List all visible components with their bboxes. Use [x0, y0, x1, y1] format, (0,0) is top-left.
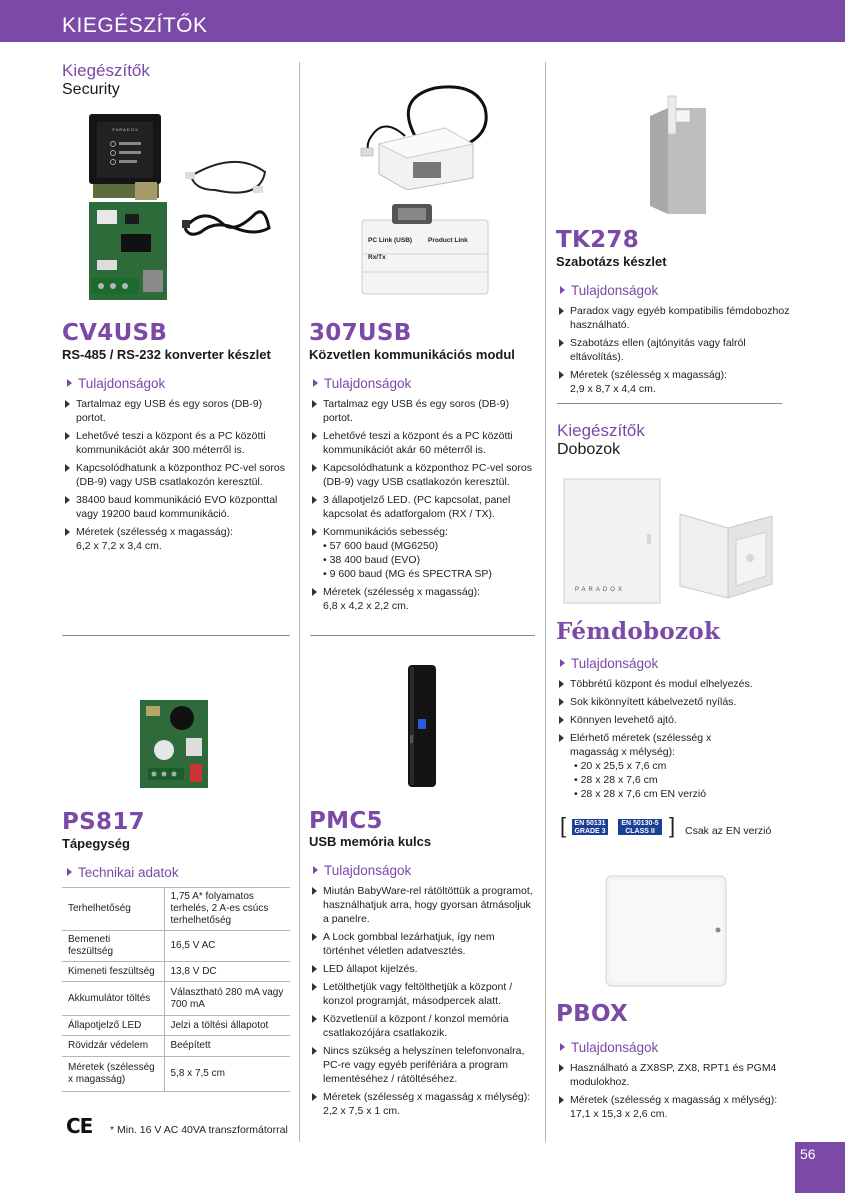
- svg-text:P A R A D O X: P A R A D O X: [112, 127, 138, 132]
- ps817-product-name: PS817: [62, 809, 145, 835]
- badge-bottom-text: CLASS II: [625, 828, 655, 835]
- en-50131-grade3-badge: [572, 819, 608, 835]
- pmc5-feature-list: [311, 884, 533, 1122]
- list-item: Lehetővé teszi a központ és a PC közötti kommunikációt akár 300 méterről is.: [64, 429, 294, 457]
- 307usb-product-desc: Közvetlen kommunikációs modul: [309, 347, 515, 362]
- spec-label: Állapotjelző LED: [62, 1016, 164, 1036]
- cv4usb-product-name: CV4USB: [62, 320, 168, 346]
- ps817-footnote: * Min. 16 V AC 40VA transzformátorral: [110, 1124, 288, 1136]
- list-item: Méretek (szélesség x magasság): 2,9 x 8,7 x 4,4 cm.: [558, 368, 738, 396]
- box-brand-label: PARADOX: [575, 587, 625, 593]
- size-list: [570, 759, 790, 801]
- list-item: Lehetővé teszi a központ és a PC közötti kommunikációt akár 60 méterről is.: [311, 429, 541, 457]
- spec-value: Választható 280 mA vagy 700 mA: [164, 982, 290, 1016]
- tk278-product-image: [646, 94, 712, 216]
- list-item: 38400 baud kommunikáció EVO központtal vagy 19200 baud kommunikáció.: [64, 493, 294, 521]
- size-item: • 28 x 28 x 7,6 cm: [574, 774, 658, 786]
- bracket-open: [: [560, 813, 567, 838]
- bracket-close: ]: [669, 813, 676, 838]
- category-title: Kiegészítők: [557, 421, 645, 440]
- spec-value: 5,8 x 7,5 cm: [164, 1057, 290, 1092]
- ce-mark-icon: CE: [66, 1114, 93, 1138]
- section-divider: [310, 635, 535, 636]
- pbox-product-name: PBOX: [556, 1001, 629, 1027]
- cv4usb-section-heading: Tulajdonságok: [67, 376, 165, 391]
- tk278-section-heading: Tulajdonságok: [560, 283, 658, 298]
- list-item: Méretek (szélesség x magasság): 6,2 x 7,2 x 3,4 cm.: [64, 525, 244, 553]
- comm-speed-item: • 57 600 baud (MG6250): [323, 540, 439, 552]
- 307usb-feature-list: [311, 397, 541, 617]
- spec-label: Kimeneti feszültség: [62, 962, 164, 982]
- list-item: Többrétű központ és modul elhelyezés.: [558, 677, 790, 691]
- table-row: [62, 962, 290, 982]
- list-item: Paradox vagy egyéb kompatibilis fémdobozhoz használható.: [558, 304, 790, 332]
- spec-value: Beépített: [164, 1036, 290, 1057]
- 307usb-board-image: [360, 198, 490, 296]
- ps817-product-desc: Tápegység: [62, 836, 130, 851]
- spec-label: Terhelhetőség: [62, 888, 164, 931]
- page-number: 56: [800, 1146, 816, 1162]
- comm-speed-item: • 38 400 baud (EVO): [323, 554, 421, 566]
- femdobozok-feature-list: [558, 677, 790, 805]
- column-divider: [545, 62, 546, 1142]
- spec-value: 16,5 V AC: [164, 931, 290, 962]
- cv4usb-product-image: [85, 110, 275, 310]
- spec-value: Jelzi a töltési állapotot: [164, 1016, 290, 1036]
- 307usb-product-name: 307USB: [309, 320, 412, 346]
- badge-top-text: EN 50130-5: [621, 820, 659, 827]
- comm-speed-item: • 9 600 baud (MG és SPECTRA SP): [323, 568, 492, 580]
- pmc5-product-image: [404, 663, 440, 789]
- list-item: Kapcsolódhatunk a központhoz PC-vel soros (DB-9) vagy USB csatlakozón keresztül.: [311, 461, 541, 489]
- category-title: Kiegészítők: [62, 61, 150, 80]
- list-item: Méretek (szélesség x magasság): 6,8 x 4,2 x 2,2 cm.: [311, 585, 491, 613]
- category-subtitle: Dobozok: [557, 441, 621, 458]
- tk278-product-desc: Szabotázs készlet: [556, 254, 667, 269]
- open-metal-box-image: [676, 510, 776, 600]
- section-divider: [62, 635, 290, 636]
- spec-value: 13,8 V DC: [164, 962, 290, 982]
- size-label: Elérhető méretek (szélesség x magasság x mélység):: [570, 732, 712, 758]
- page-title: KIEGÉSZÍTŐK: [62, 14, 208, 37]
- comm-speed-list: [323, 539, 541, 581]
- pbox-product-image: [604, 874, 728, 988]
- en-50130-class2-badge: [618, 819, 662, 835]
- size-item: • 20 x 25,5 x 7,6 cm: [574, 760, 667, 772]
- ps817-spec-table: [62, 887, 290, 1092]
- list-item: Nincs szükség a helyszínen telefonvonalra, PC-re vagy egyéb perifériára a program lementéséhez / rátöltéséhez.: [311, 1044, 533, 1086]
- list-item: Használható a ZX8SP, ZX8, RPT1 és PGM4 modulokhoz.: [558, 1061, 783, 1089]
- section-divider: [557, 403, 782, 404]
- tk278-feature-list: [558, 304, 790, 400]
- table-row: [62, 982, 290, 1016]
- list-item: Szabotázs ellen (ajtónyitás vagy falról eltávolítás).: [558, 336, 790, 364]
- pmc5-product-desc: USB memória kulcs: [309, 834, 432, 849]
- spec-label: Akkumulátor töltés: [62, 982, 164, 1016]
- 307usb-section-heading: Tulajdonságok: [313, 376, 411, 391]
- rx-tx-label: Rx/Tx: [368, 254, 386, 261]
- table-row: [62, 1016, 290, 1036]
- 307usb-product-image: [355, 78, 495, 190]
- pbox-feature-list: [558, 1061, 783, 1125]
- ps817-section-heading: Technikai adatok: [67, 865, 179, 880]
- table-row: [62, 1057, 290, 1092]
- spec-label: Rövidzár védelem: [62, 1036, 164, 1057]
- spec-value: 1,75 A* folyamatos terhelés, 2 A-es csúcs terhelhetőség: [164, 888, 290, 931]
- column-divider: [299, 62, 300, 1142]
- list-item: Tartalmaz egy USB és egy soros (DB-9) portot.: [64, 397, 294, 425]
- table-row: [62, 931, 290, 962]
- list-item: [311, 525, 541, 581]
- badge-top-text: EN 50131: [574, 820, 606, 827]
- list-item: [558, 731, 790, 801]
- pmc5-product-name: PMC5: [309, 808, 383, 834]
- list-item: Könnyen levehető ajtó.: [558, 713, 790, 727]
- spec-label: Bemeneti feszültség: [62, 931, 164, 962]
- list-item: 3 állapotjelző LED. (PC kapcsolat, panel kapcsolat és adatforgalom (RX / TX).: [311, 493, 511, 521]
- list-item: Közvetlenül a központ / konzol memória csatlakozójára csatlakozik.: [311, 1012, 533, 1040]
- list-item: Letölthetjük vagy feltölthetjük a központ / konzol programját, másodpercek alatt.: [311, 980, 533, 1008]
- list-item: Sok kikönnyített kábelvezető nyílás.: [558, 695, 790, 709]
- table-row: [62, 1036, 290, 1057]
- comm-speed-label: Kommunikációs sebesség:: [323, 526, 448, 538]
- pmc5-section-heading: Tulajdonságok: [313, 863, 411, 878]
- list-item: Tartalmaz egy USB és egy soros (DB-9) portot.: [311, 397, 541, 425]
- cv4usb-feature-list: [64, 397, 294, 557]
- list-item: A Lock gombbal lezárhatjuk, így nem történhet véletlen adatvesztés.: [311, 930, 533, 958]
- product-link-label: Product Link: [428, 237, 468, 244]
- list-item: Miután BabyWare-rel rátöltöttük a programot, használhatjuk arra, hogy gyorsan átmásoljuk a panelre.: [311, 884, 533, 926]
- table-row: [62, 888, 290, 931]
- pbox-section-heading: Tulajdonságok: [560, 1040, 658, 1055]
- cv4usb-product-desc: RS-485 / RS-232 konverter készlet: [62, 347, 271, 362]
- spec-label: Méretek (szélesség x magasság): [62, 1057, 164, 1092]
- badge-bottom-text: GRADE 3: [574, 828, 606, 835]
- category-subtitle: Security: [62, 81, 120, 98]
- pc-link-label: PC Link (USB): [368, 237, 413, 244]
- list-item: LED állapot kijelzés.: [311, 962, 533, 976]
- metal-box-image: [563, 478, 661, 604]
- list-item: Méretek (szélesség x magasság x mélység): 17,1 x 15,3 x 2,6 cm.: [558, 1093, 783, 1121]
- ps817-product-image: [138, 698, 210, 790]
- femdobozok-product-name: Fémdobozok: [556, 618, 721, 645]
- list-item: Kapcsolódhatunk a központhoz PC-vel soros (DB-9) vagy USB csatlakozón keresztül.: [64, 461, 294, 489]
- tk278-product-name: TK278: [556, 227, 640, 253]
- femdobozok-section-heading: Tulajdonságok: [560, 656, 658, 671]
- list-item: Méretek (szélesség x magasság x mélység): 2,2 x 7,5 x 1 cm.: [311, 1090, 533, 1118]
- en-version-note: Csak az EN verzió: [685, 825, 772, 837]
- size-item: • 28 x 28 x 7,6 cm EN verzió: [574, 788, 707, 800]
